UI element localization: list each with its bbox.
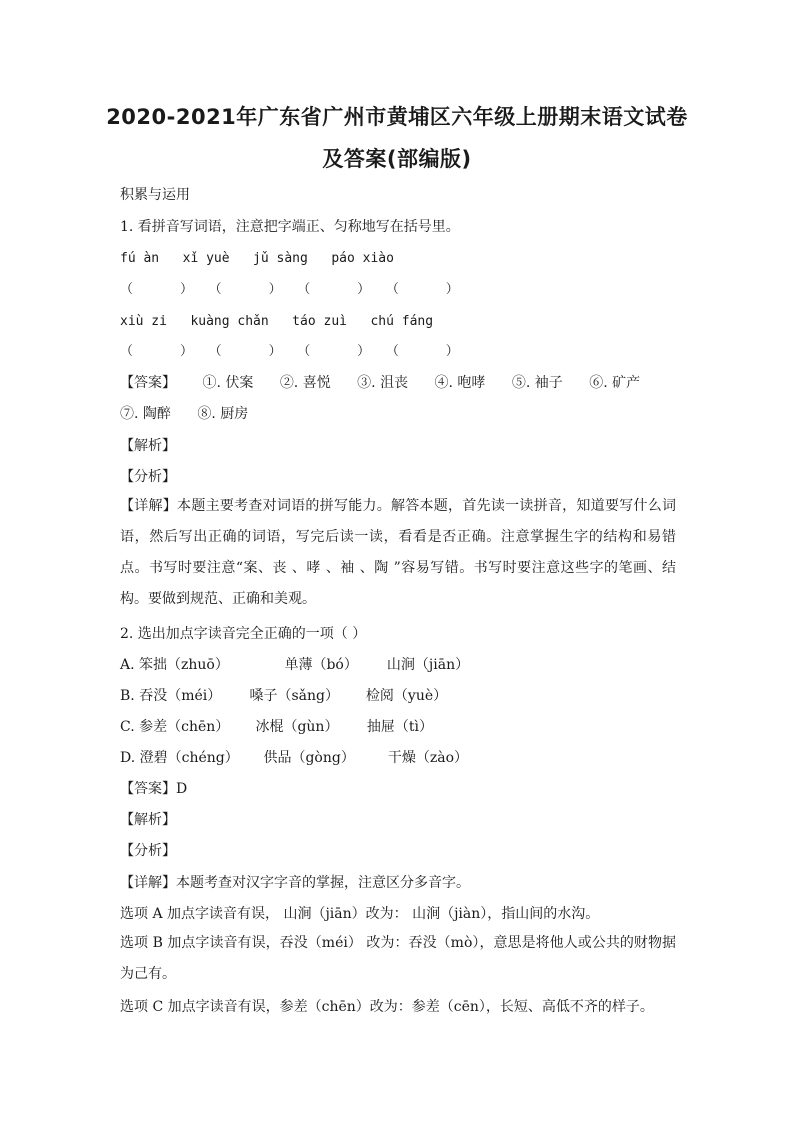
answer-item: ⑧. 厨房 — [197, 406, 249, 422]
option-word: B. 吞没（méi） — [120, 688, 222, 704]
option-word: 供品（gòng） — [263, 750, 355, 766]
q2-stem: 2. 选出加点字读音完全正确的一项（ ） — [120, 626, 367, 642]
answer-item: ②. 喜悦 — [279, 375, 331, 391]
q1-jiexi-label: 【解析】 — [120, 438, 176, 454]
answer-item: ④. 咆哮 — [434, 375, 486, 391]
q1-brackets-row-2: （ ） （ ） （ ） （ ） — [120, 344, 459, 359]
q1-pinyin-row-1: fú àn xǐ yuè jǔ sàng páo xiào — [120, 251, 394, 266]
q1-brackets-row-1: （ ） （ ） （ ） （ ） — [120, 282, 459, 297]
option-word: 干燥（zào） — [387, 750, 469, 766]
q2-option-b — [120, 687, 680, 705]
option-word: 嗓子（sǎng） — [249, 688, 339, 704]
q1-pinyin-row-2: xiù zi kuàng chǎn táo zuì chú fáng — [120, 314, 434, 329]
option-word: 检阅（yuè） — [365, 688, 448, 704]
option-word: 抽屉（tì） — [366, 719, 434, 735]
q2-option-c — [120, 718, 680, 736]
option-word: 单薄（bó） — [284, 657, 358, 673]
option-word: C. 参差（chēn） — [120, 719, 230, 735]
answer-item: ⑦. 陶醉 — [120, 406, 171, 422]
answer-item: ③. 沮丧 — [357, 375, 409, 391]
section-heading: 积累与运用 — [120, 187, 190, 203]
q2-option-a — [120, 656, 680, 674]
q1-stem: 1. 看拼音写词语，注意把字端正、匀称地写在括号里。 — [120, 219, 460, 235]
q2-explain-c: 选项 C 加点字读音有误，参差（chēn）改为：参差（cēn），长短、高低不齐的样子。 — [120, 999, 654, 1015]
q2-explain-a: 选项 A 加点字读音有误， 山涧（jiān）改为： 山涧（jiàn），指山间的水沟。 — [120, 906, 600, 922]
answer-item: ⑤. 袖子 — [511, 375, 563, 391]
answer-item: ⑥. 矿产 — [589, 375, 641, 391]
answer-item: ①. 伏案 — [202, 375, 254, 391]
q2-jiexi-label: 【解析】 — [120, 812, 176, 828]
option-word: A. 笨拙（zhuō） — [120, 657, 229, 673]
q2-answer: 【答案】D — [120, 781, 188, 797]
q2-explain-b: 选项 B 加点字读音有误，吞没（méi） 改为：吞没（mò），意思是将他人或公共的财物据为己有。 — [120, 935, 676, 982]
option-word: 山涧（jiān） — [386, 657, 470, 673]
q1-fenxi-label: 【分析】 — [120, 469, 176, 485]
q1-detail: 【详解】本题主要考查对词语的拼写能力。解答本题，首先读一读拼音，知道要写什么词语，然后写出正确的词语，写完后读一读，看看是否正确。注意掌握生字的结构和易错点。书写时要注意“案、丧 、哮 、袖 、陶 ”容易写错。书写时要注意这些字的笔画、结构。要做到规范、正确和美观。 — [120, 498, 676, 607]
option-word: 冰棍（gùn） — [255, 719, 339, 735]
q1-answer-row-1 — [120, 374, 680, 392]
answer-label: 【答案】 — [120, 375, 176, 391]
document-subtitle: 及答案(部编版) — [322, 147, 472, 171]
q2-option-d — [120, 749, 680, 767]
q2-detail: 【详解】本题考查对汉字字音的掌握，注意区分多音字。 — [120, 875, 470, 891]
option-word: D. 澄碧（chéng） — [120, 750, 239, 766]
document-title: 2020-2021年广东省广州市黄埔区六年级上册期末语文试卷 — [106, 105, 688, 129]
q2-fenxi-label: 【分析】 — [120, 843, 176, 859]
q1-answer-row-2 — [120, 405, 680, 423]
